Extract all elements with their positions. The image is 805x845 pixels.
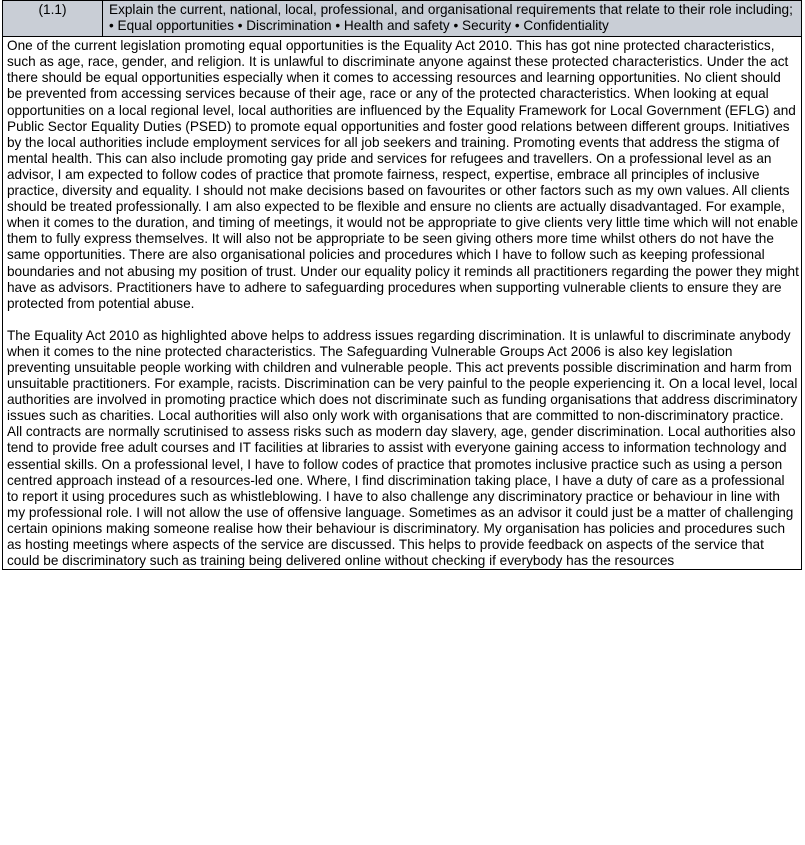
answer-paragraph-equal-opportunities: One of the current legislation promoting equal opportunities is the Equality Act 2010. This has got nine protected characteristics, such as age, race, gender, and religion. It is unlawful to discriminate anyone against these protected characteristics. Under the act there should be equal opportunities especially when it comes to accessing resources and learning opportunities. No client should be prevented from accessing services because of their age, race or any of the protected characteristics. When looking at equal opportunities on a local regional level, local authorities are influenced by the Equality Framework for Local Government (EFLG) and Public Sector Equality Duties (PSED) to promote equal opportunities and foster good relations between different groups. Initiatives by the local authorities include employment services for all job seekers and training. Promoting events that address the stigma of mental health. This can also include promoting gay pride and services for refugees and travellers. On a professional level as an advisor, I am expected to follow codes of practice that promote fairness, respect, expertise, embrace all principles of inclusive practice, diversity and equality. I should not make decisions based on favourites or other factors such as my own values. All clients should be treated professionally. I am also expected to be flexible and ensure no clients are actually disadvantaged. For example, when it comes to the duration, and timing of meetings, it would not be appropriate to give clients very little time which will not enable them to fully express themselves. It will also not be appropriate to be seen giving others more time whilst others do not have the same opportunities. There are also organisational policies and procedures which I have to follow such as keeping professional boundaries and not abusing my position of trust. Under our equality policy it reminds all practitioners regarding the power they might have as advisors. Practitioners have to adhere to safeguarding procedures when supporting vulnerable clients to ensure they are protected from potential abuse. [7, 38, 799, 311]
assessment-table [2, 0, 802, 570]
question-row [3, 1, 802, 37]
question-number: (1.1) [3, 1, 103, 37]
answer-paragraph-discrimination: The Equality Act 2010 as highlighted above helps to address issues regarding discrimination. It is unlawful to discriminate anybody when it comes to the nine protected characteristics. The Safeguarding Vulnerable Groups Act 2006 is also key legislation preventing unsuitable people working with children and vulnerable people. This act prevents possible discrimination and harm from unsuitable practitioners. For example, racists. Discrimination can be very painful to the people experiencing it. On a local level, local authorities are involved in promoting practice which does not discriminate such as funding organisations that address discriminatory issues such as charities. Local authorities will also only work with organisations that are committed to non-discriminatory practice. All contracts are normally scrutinised to assess risks such as modern day slavery, age, gender discrimination. Local authorities also tend to provide free adult courses and IT facilities at libraries to assist with everyone gaining access to information technology and essential skills. On a professional level, I have to follow codes of practice that promotes inclusive practice such as using a person centred approach instead of a resources-led one. Where, I find discrimination taking place, I have a duty of care as a professional to report it using procedures such as whistleblowing. I have to also challenge any discriminatory practice or behaviour in line with my professional role. I will not allow the use of offensive language. Sometimes as an advisor it could just be a matter of challenging certain opinions making someone realise how their behaviour is discriminatory. My organisation has policies and procedures such as hosting meetings where aspects of the service are discussed. This helps to provide feedback on aspects of the service that could be discriminatory such as training being delivered online without checking if everybody has the resources [7, 327, 798, 569]
question-text: Explain the current, national, local, professional, and organisational requirements that relate to their role including; • Equal opportunities • Discrimination • Health and safety • Security • Confidentiality [103, 1, 802, 37]
paragraph-spacer [7, 312, 799, 328]
answer-row [3, 37, 802, 570]
answer-cell [3, 37, 802, 570]
